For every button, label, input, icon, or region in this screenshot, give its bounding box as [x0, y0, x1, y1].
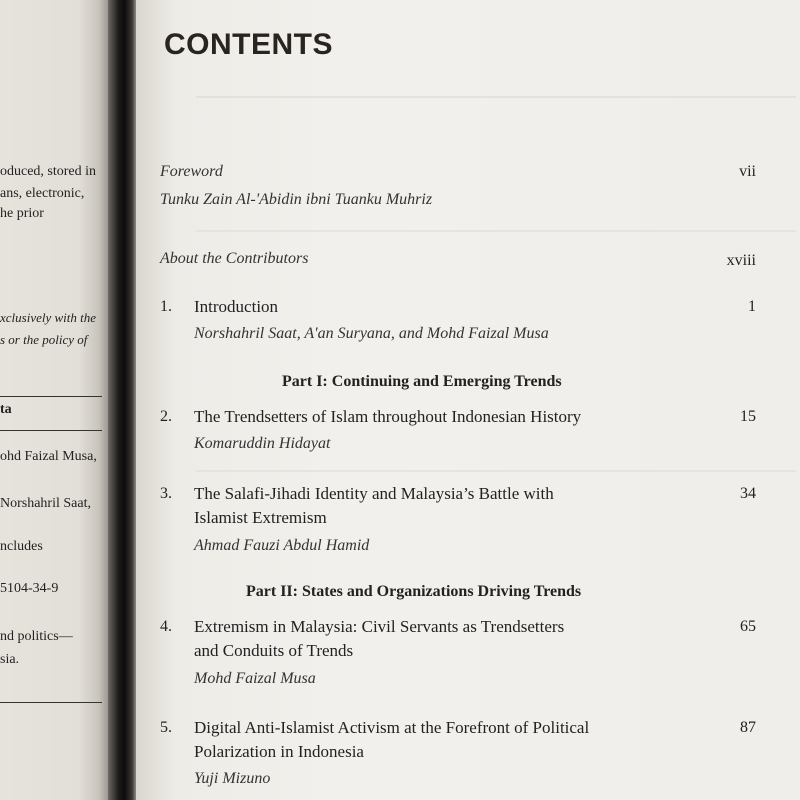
cip-line: sia.: [0, 652, 20, 667]
cip-line: ncludes: [0, 539, 43, 554]
disclaimer-line: xclusively with the: [0, 310, 97, 325]
chapter-author: Norshahril Saat, A'an Suryana, and Mohd Faizal Musa: [194, 325, 549, 342]
left-page: [0, 0, 112, 800]
chapter-number: 5.: [160, 719, 172, 736]
divider: [0, 702, 102, 703]
chapter-author: Komaruddin Hidayat: [194, 435, 331, 452]
copyright-line: oduced, stored in: [0, 164, 97, 179]
copyright-line: ans, electronic,: [0, 186, 85, 201]
chapter-number: 1.: [160, 298, 172, 315]
chapter-author: Mohd Faizal Musa: [194, 670, 316, 687]
toc-page-number: vii: [739, 163, 756, 180]
toc-page-number: 15: [740, 408, 756, 425]
page-title: CONTENTS: [164, 28, 333, 61]
copyright-line: he prior: [0, 206, 44, 221]
toc-page-number: 34: [740, 485, 756, 502]
chapter-author: Yuji Mizuno: [194, 770, 271, 787]
contents-page: [136, 0, 800, 800]
chapter-number: 2.: [160, 408, 172, 425]
toc-entry-chapter-2[interactable]: The Trendsetters of Islam throughout Indonesian History: [194, 407, 582, 426]
cip-line: ohd Faizal Musa,: [0, 449, 97, 464]
toc-entry-contributors[interactable]: About the Contributors: [160, 250, 309, 267]
disclaimer-line: s or the policy of: [0, 332, 88, 347]
toc-entry-chapter-3-cont: Islamist Extremism: [194, 508, 327, 527]
divider: [0, 396, 102, 397]
cip-line: Norshahril Saat,: [0, 496, 91, 511]
cip-heading: ta: [0, 402, 12, 417]
toc-entry-foreword[interactable]: Foreword: [160, 163, 223, 180]
part-heading: Part I: Continuing and Emerging Trends: [282, 373, 562, 390]
toc-entry-chapter-5-cont: Polarization in Indonesia: [194, 742, 364, 761]
chapter-author: Ahmad Fauzi Abdul Hamid: [194, 537, 370, 554]
toc-page-number: 87: [740, 719, 756, 736]
toc-page-number: xviii: [726, 252, 756, 269]
book-gutter: [108, 0, 138, 800]
toc-entry-introduction[interactable]: Introduction: [194, 297, 279, 316]
divider: [0, 430, 102, 431]
chapter-number: 4.: [160, 618, 172, 635]
cip-line: 5104-34-9: [0, 581, 59, 596]
toc-entry-chapter-4[interactable]: Extremism in Malaysia: Civil Servants as Trendsetters: [194, 617, 565, 636]
toc-page-number: 65: [740, 618, 756, 635]
toc-entry-chapter-5[interactable]: Digital Anti-Islamist Activism at the Forefront of Political: [194, 718, 590, 737]
chapter-number: 3.: [160, 485, 172, 502]
toc-entry-subtitle: Tunku Zain Al-'Abidin ibni Tuanku Muhriz: [160, 191, 433, 208]
toc-page-number: 1: [748, 298, 756, 315]
cip-line: nd politics—: [0, 629, 73, 644]
part-heading: Part II: States and Organizations Driving Trends: [246, 583, 582, 600]
toc-entry-chapter-4-cont: and Conduits of Trends: [194, 641, 354, 660]
toc-entry-chapter-3[interactable]: The Salafi-Jihadi Identity and Malaysia’s Battle with: [194, 484, 554, 503]
